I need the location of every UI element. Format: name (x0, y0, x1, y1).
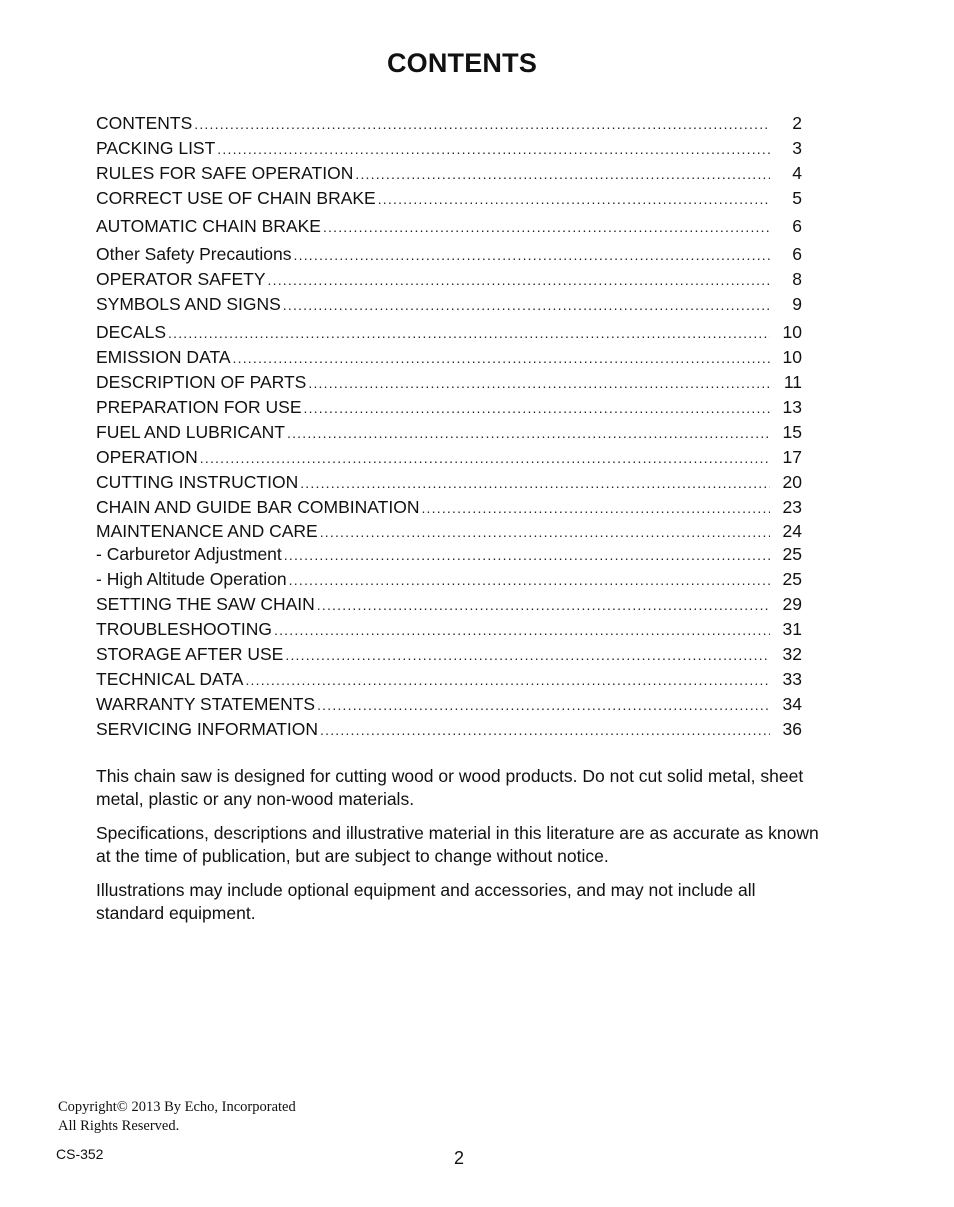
toc-page-number: 4 (792, 163, 802, 183)
toc-page-number: 8 (792, 269, 802, 289)
toc-row[interactable] (96, 370, 804, 395)
toc-label: AUTOMATIC CHAIN BRAKE (96, 216, 321, 236)
notes-section (96, 765, 826, 936)
toc-page-number: 2 (792, 113, 802, 133)
toc-page-number: 5 (792, 188, 802, 208)
toc-page-number: 11 (783, 372, 802, 392)
copyright-notice (58, 1098, 296, 1136)
toc-row[interactable] (96, 136, 804, 161)
note-paragraph: Illustrations may include optional equipment and accessories, and may not include all standard equipment. (96, 880, 756, 923)
toc-label: RULES FOR SAFE OPERATION (96, 163, 354, 183)
toc-row[interactable] (96, 420, 804, 445)
dot-leader (245, 668, 770, 693)
dot-leader (285, 643, 770, 668)
toc-page-number: 3 (792, 138, 802, 158)
dot-leader (421, 496, 770, 521)
toc-row[interactable] (96, 692, 804, 717)
dot-leader (317, 693, 770, 718)
copyright-line: Copyright© 2013 By Echo, Incorporated (58, 1099, 296, 1115)
dot-leader (323, 215, 770, 240)
dot-leader (304, 396, 771, 421)
toc-row[interactable] (96, 717, 804, 742)
toc-label: EMISSION DATA (96, 347, 231, 367)
toc-label: CORRECT USE OF CHAIN BRAKE (96, 188, 376, 208)
page-title: CONTENTS (386, 48, 538, 78)
toc-row[interactable] (96, 292, 804, 317)
toc-page-number: 25 (782, 544, 802, 564)
dot-leader (355, 162, 770, 187)
toc-page-number: 9 (792, 294, 802, 314)
dot-leader (268, 268, 770, 293)
toc-row[interactable] (96, 542, 804, 567)
dot-leader (283, 293, 770, 318)
dot-leader (320, 718, 770, 743)
toc-label: SYMBOLS AND SIGNS (96, 294, 281, 314)
toc-row[interactable] (96, 617, 804, 642)
toc-label: SERVICING INFORMATION (96, 719, 319, 739)
model-number: CS-352 (56, 1146, 104, 1162)
toc-label: DESCRIPTION OF PARTS (96, 372, 307, 392)
toc-label: MAINTENANCE AND CARE (96, 521, 318, 541)
toc-page-number: 34 (782, 694, 802, 714)
toc-label: PREPARATION FOR USE (96, 397, 302, 417)
dot-leader (217, 137, 770, 162)
toc-page-number: 10 (782, 322, 802, 342)
toc-label: CUTTING INSTRUCTION (96, 472, 299, 492)
toc-row[interactable] (96, 186, 804, 211)
toc-page-number: 6 (792, 216, 802, 236)
toc-label: TROUBLESHOOTING (96, 619, 272, 639)
toc-page-number: 6 (792, 244, 802, 264)
dot-leader (274, 618, 770, 643)
dot-leader (287, 421, 770, 446)
toc-row[interactable] (96, 395, 804, 420)
toc-page-number: 24 (782, 521, 802, 541)
toc-page-number: 10 (782, 347, 802, 367)
dot-leader (300, 471, 770, 496)
toc-label: OPERATION (96, 447, 198, 467)
toc-row[interactable] (96, 592, 804, 617)
toc-page-number: 32 (782, 644, 802, 664)
note-paragraph: This chain saw is designed for cutting wood or wood products. Do not cut solid metal, sheet metal, plastic or any non-wood materials. (96, 766, 804, 809)
table-of-contents (96, 111, 804, 742)
toc-row[interactable] (96, 567, 804, 592)
dot-leader (168, 321, 770, 346)
toc-page-number: 25 (782, 569, 802, 589)
toc-page-number: 31 (782, 619, 802, 639)
toc-row[interactable] (96, 320, 804, 345)
toc-row[interactable] (96, 242, 804, 267)
dot-leader (308, 371, 770, 396)
dot-leader (289, 568, 770, 593)
toc-row[interactable] (96, 445, 804, 470)
toc-label: CHAIN AND GUIDE BAR COMBINATION (96, 497, 420, 517)
toc-label: OPERATOR SAFETY (96, 269, 266, 289)
dot-leader (317, 593, 770, 618)
toc-page-number: 13 (782, 397, 802, 417)
toc-row[interactable] (96, 470, 804, 495)
dot-leader (194, 112, 770, 137)
dot-leader (200, 446, 770, 471)
toc-label: SETTING THE SAW CHAIN (96, 594, 315, 614)
page-number: 2 (454, 1148, 465, 1168)
dot-leader (294, 243, 770, 268)
toc-label: - Carburetor Adjustment (96, 544, 282, 564)
toc-label: CONTENTS (96, 113, 193, 133)
toc-page-number: 29 (782, 594, 802, 614)
toc-label: STORAGE AFTER USE (96, 644, 284, 664)
toc-label: PACKING LIST (96, 138, 216, 158)
toc-row[interactable] (96, 267, 804, 292)
toc-row[interactable] (96, 642, 804, 667)
toc-label: WARRANTY STATEMENTS (96, 694, 316, 714)
toc-row[interactable] (96, 161, 804, 186)
rights-line: All Rights Reserved. (58, 1118, 180, 1134)
toc-row[interactable] (96, 520, 804, 542)
toc-page-number: 15 (782, 422, 802, 442)
toc-row[interactable] (96, 111, 804, 136)
toc-page-number: 17 (782, 447, 802, 467)
toc-row[interactable] (96, 667, 804, 692)
toc-label: DECALS (96, 322, 167, 342)
toc-page-number: 23 (782, 497, 802, 517)
toc-label: Other Safety Precautions (96, 244, 292, 264)
dot-leader (284, 543, 770, 568)
dot-leader (320, 521, 770, 543)
note-paragraph: Specifications, descriptions and illustrative material in this literature are as accurate as known at the time of publication, but are subject to change without notice. (96, 823, 819, 866)
dot-leader (378, 187, 770, 212)
toc-row[interactable] (96, 345, 804, 370)
toc-page-number: 20 (782, 472, 802, 492)
toc-page-number: 36 (782, 719, 802, 739)
toc-label: TECHNICAL DATA (96, 669, 244, 689)
toc-label: FUEL AND LUBRICANT (96, 422, 285, 442)
toc-label: - High Altitude Operation (96, 569, 287, 589)
toc-page-number: 33 (782, 669, 802, 689)
dot-leader (233, 346, 770, 371)
toc-row[interactable] (96, 495, 804, 520)
toc-row[interactable] (96, 214, 804, 239)
